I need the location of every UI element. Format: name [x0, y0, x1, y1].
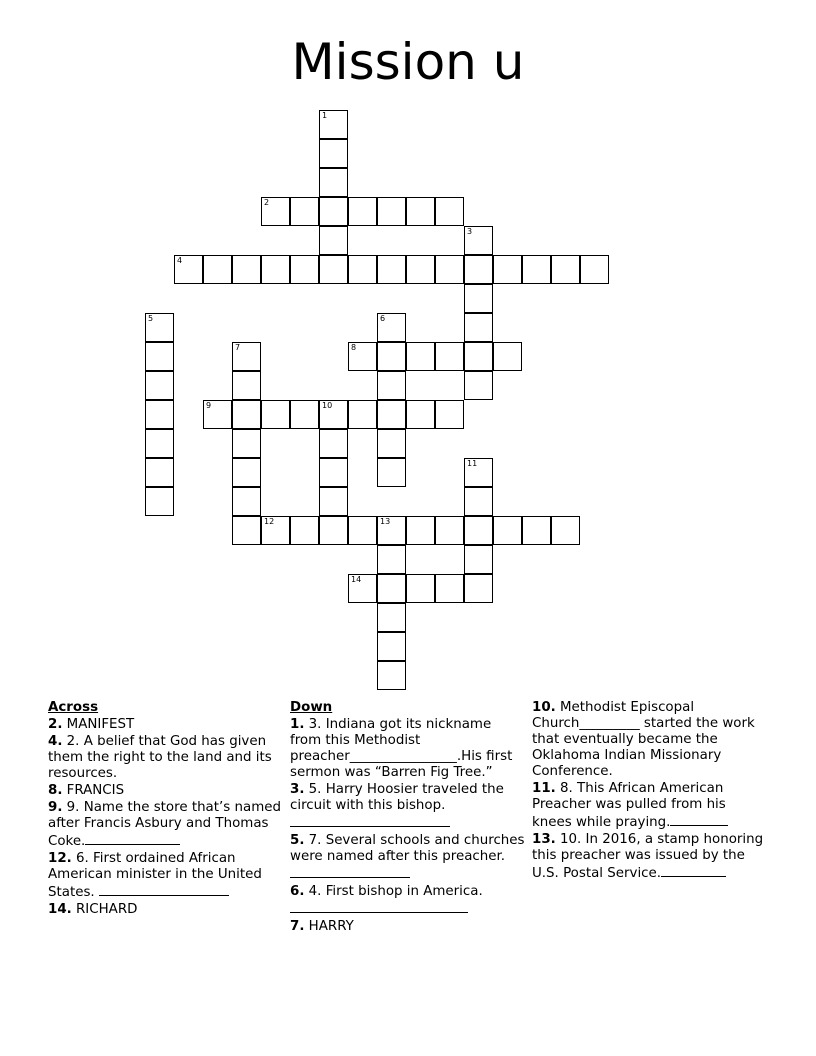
clue-number-label: 10.	[532, 700, 556, 715]
crossword-cell[interactable]	[464, 226, 493, 255]
crossword-cell[interactable]	[377, 574, 406, 603]
crossword-cell[interactable]	[377, 458, 406, 487]
crossword-cell[interactable]	[377, 371, 406, 400]
crossword-cell[interactable]	[464, 516, 493, 545]
crossword-cell[interactable]	[145, 342, 174, 371]
clue-text: 7. Several schools and churches were named after this preacher.	[290, 833, 525, 864]
crossword-cell[interactable]	[377, 255, 406, 284]
clue-number-label: 14.	[48, 902, 72, 917]
clue-number: 6	[380, 314, 386, 323]
crossword-cell[interactable]	[348, 255, 377, 284]
crossword-cell[interactable]	[522, 255, 551, 284]
clue-number-label: 8.	[48, 783, 63, 798]
clue-number-label: 12.	[48, 851, 72, 866]
clue-number: 9	[206, 401, 212, 410]
crossword-cell[interactable]	[261, 197, 290, 226]
crossword-cell[interactable]	[319, 197, 348, 226]
clue-text: MANIFEST	[62, 717, 135, 732]
across-clue-list	[48, 717, 284, 918]
crossword-cell[interactable]	[435, 255, 464, 284]
crossword-cell[interactable]	[319, 255, 348, 284]
crossword-cell[interactable]	[319, 400, 348, 429]
clue-text: FRANCIS	[62, 783, 125, 798]
clue-number-label: 7.	[290, 919, 305, 934]
clue-number: 1	[322, 111, 328, 120]
crossword-cell[interactable]	[551, 255, 580, 284]
crossword-cell[interactable]	[406, 342, 435, 371]
clue-number: 13	[380, 517, 391, 526]
clue-text: HARRY	[304, 919, 354, 934]
clue-number: 11	[467, 459, 478, 468]
crossword-cell[interactable]	[464, 458, 493, 487]
crossword-cell[interactable]	[377, 342, 406, 371]
down-heading: Down	[290, 700, 333, 715]
crossword-cell[interactable]	[145, 429, 174, 458]
crossword-cell[interactable]	[290, 516, 319, 545]
crossword-cell[interactable]	[145, 400, 174, 429]
clue-number: 7	[235, 343, 241, 352]
clue-number-label: 4.	[48, 734, 63, 749]
crossword-cell[interactable]	[232, 255, 261, 284]
answer-blank	[99, 883, 229, 896]
answer-blank	[290, 865, 410, 878]
crossword-cell[interactable]	[145, 487, 174, 516]
crossword-cell[interactable]	[174, 255, 203, 284]
clue-text: 5. Harry Hoosier traveled the circuit with this bishop.	[290, 782, 504, 813]
clue-number-label: 6.	[290, 884, 305, 899]
crossword-cell[interactable]	[406, 516, 435, 545]
crossword-cell[interactable]	[348, 342, 377, 371]
clue-number: 12	[264, 517, 275, 526]
crossword-cell[interactable]	[406, 197, 435, 226]
crossword-cell[interactable]	[319, 139, 348, 168]
crossword-cell[interactable]	[261, 255, 290, 284]
crossword-cell[interactable]	[290, 197, 319, 226]
crossword-cell[interactable]	[377, 632, 406, 661]
answer-blank	[670, 813, 728, 826]
crossword-cell[interactable]	[580, 255, 609, 284]
answer-blank	[85, 832, 180, 845]
clue	[48, 734, 284, 782]
down-clue-list	[290, 717, 526, 935]
crossword-cell[interactable]	[551, 516, 580, 545]
crossword-cell[interactable]	[464, 487, 493, 516]
crossword-cell[interactable]	[435, 574, 464, 603]
clue	[48, 783, 284, 799]
crossword-cell[interactable]	[464, 342, 493, 371]
clue-text: 9. Name the store that’s named after Francis Asbury and Thomas Coke.	[48, 800, 281, 849]
crossword-cell[interactable]	[348, 516, 377, 545]
crossword-cell[interactable]	[377, 516, 406, 545]
clue	[532, 832, 768, 882]
clue-text: 4. First bishop in America.	[304, 884, 483, 899]
crossword-cell[interactable]	[464, 255, 493, 284]
crossword-cell[interactable]	[203, 400, 232, 429]
across-heading: Across	[48, 700, 99, 715]
crossword-cell[interactable]	[232, 400, 261, 429]
crossword-cell[interactable]	[145, 371, 174, 400]
crossword-cell[interactable]	[464, 574, 493, 603]
crossword-cell[interactable]	[232, 487, 261, 516]
clue	[48, 851, 284, 901]
down-clue-list-continued	[532, 700, 768, 882]
crossword-cell[interactable]	[435, 400, 464, 429]
crossword-cell[interactable]	[232, 516, 261, 545]
answer-blank	[290, 900, 468, 913]
clue-text: 10. In 2016, a stamp honoring this preacher was issued by the U.S. Postal Service.	[532, 832, 764, 881]
clue-number-label: 13.	[532, 832, 556, 847]
clue	[290, 833, 526, 883]
clue-text: 3. Indiana got its nickname from this Methodist preacher________________.His first sermon was “Barren Fig Tree.”	[290, 717, 513, 780]
across-clues	[48, 700, 284, 919]
crossword-cell[interactable]	[406, 574, 435, 603]
crossword-cell[interactable]	[522, 516, 551, 545]
clue-number-label: 2.	[48, 717, 63, 732]
crossword-cell[interactable]	[261, 400, 290, 429]
clue-number: 10	[322, 401, 333, 410]
clue-text: 2. A belief that God has given them the right to the land and its resources.	[48, 734, 272, 781]
crossword-cell[interactable]	[435, 197, 464, 226]
crossword-cell[interactable]	[464, 371, 493, 400]
crossword-cell[interactable]	[464, 545, 493, 574]
crossword-cell[interactable]	[348, 197, 377, 226]
clue	[290, 919, 526, 935]
crossword-cell[interactable]	[377, 661, 406, 690]
crossword-cell[interactable]	[290, 400, 319, 429]
crossword-cell[interactable]	[232, 458, 261, 487]
clue	[290, 717, 526, 781]
crossword-cell[interactable]	[145, 313, 174, 342]
crossword-cell[interactable]	[145, 458, 174, 487]
crossword-cell[interactable]	[319, 429, 348, 458]
clue	[48, 717, 284, 733]
puzzle-title: Mission u	[291, 33, 525, 91]
crossword-cell[interactable]	[348, 574, 377, 603]
clue-text: RICHARD	[71, 902, 138, 917]
crossword-cell[interactable]	[377, 545, 406, 574]
down-clues-continued	[532, 700, 768, 883]
down-clues	[290, 700, 526, 936]
crossword-cell[interactable]	[377, 400, 406, 429]
clue	[48, 902, 284, 918]
crossword-cell[interactable]	[493, 516, 522, 545]
clue-number: 3	[467, 227, 473, 236]
crossword-cell[interactable]	[232, 429, 261, 458]
clue	[48, 800, 284, 850]
crossword-cell[interactable]	[464, 284, 493, 313]
clue-number-label: 3.	[290, 782, 305, 797]
crossword-cell[interactable]	[319, 110, 348, 139]
clue-number: 5	[148, 314, 154, 323]
crossword-cell[interactable]	[406, 255, 435, 284]
crossword-cell[interactable]	[377, 313, 406, 342]
crossword-cell[interactable]	[290, 255, 319, 284]
clue-number-label: 9.	[48, 800, 63, 815]
clue-text: Methodist Episcopal Church_________ started the work that eventually became the Oklahoma Indian Missionary Conference.	[532, 700, 755, 779]
clue-text: 8. This African American Preacher was pulled from his knees while praying.	[532, 781, 726, 830]
crossword-cell[interactable]	[435, 342, 464, 371]
clue	[532, 781, 768, 831]
clue-number: 14	[351, 575, 362, 584]
crossword-cell[interactable]	[261, 516, 290, 545]
clue-number: 2	[264, 198, 270, 207]
crossword-cell[interactable]	[377, 429, 406, 458]
clue	[290, 782, 526, 832]
clue-number-label: 1.	[290, 717, 305, 732]
clue-number: 4	[177, 256, 183, 265]
crossword-cell[interactable]	[319, 516, 348, 545]
answer-blank	[661, 864, 726, 877]
crossword-cell[interactable]	[232, 371, 261, 400]
crossword-cell[interactable]	[493, 255, 522, 284]
clue-text: 6. First ordained African American minister in the United States.	[48, 851, 262, 900]
crossword-cell[interactable]	[493, 342, 522, 371]
crossword-cell[interactable]	[348, 400, 377, 429]
clue-number-label: 11.	[532, 781, 556, 796]
clue	[290, 884, 526, 918]
clue-number: 8	[351, 343, 357, 352]
crossword-cell[interactable]	[319, 487, 348, 516]
crossword-cell[interactable]	[203, 255, 232, 284]
crossword-cell[interactable]	[319, 226, 348, 255]
clue	[532, 700, 768, 780]
crossword-cell[interactable]	[377, 197, 406, 226]
crossword-cell[interactable]	[319, 168, 348, 197]
crossword-cell[interactable]	[464, 313, 493, 342]
crossword-cell[interactable]	[319, 458, 348, 487]
answer-blank	[290, 814, 450, 827]
crossword-cell[interactable]	[232, 342, 261, 371]
crossword-cell[interactable]	[406, 400, 435, 429]
clue-number-label: 5.	[290, 833, 305, 848]
crossword-cell[interactable]	[377, 603, 406, 632]
crossword-cell[interactable]	[435, 516, 464, 545]
